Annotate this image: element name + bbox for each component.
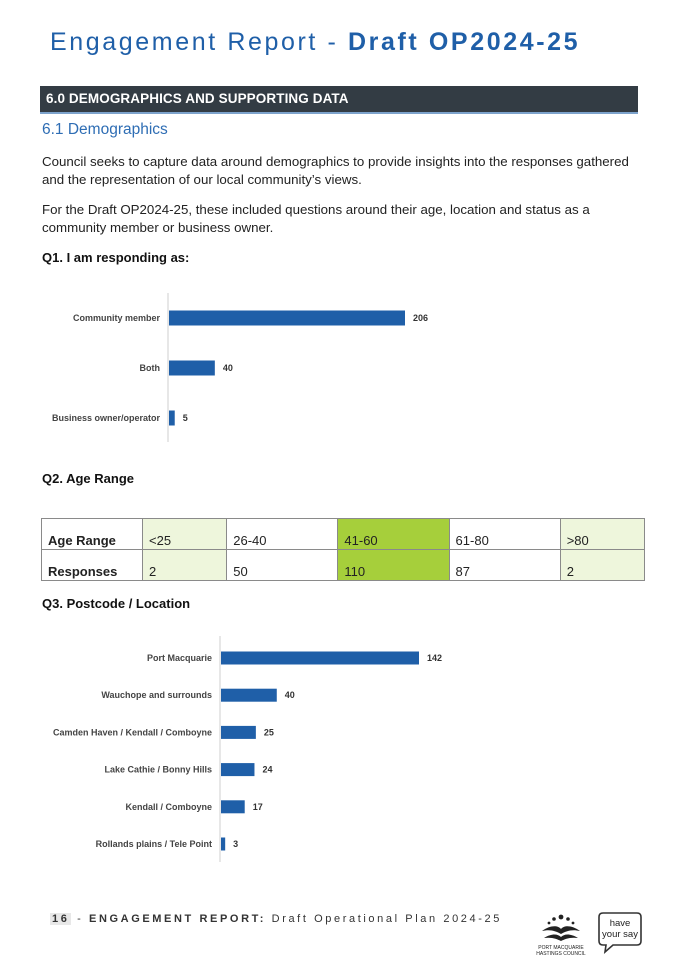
footer-report-name: Draft Operational Plan 2024-25 [266,913,502,925]
responses-cell: 87 [449,550,560,581]
responses-row [42,550,645,581]
responses-cell: 50 [227,550,338,581]
value-label: 40 [284,690,295,701]
bar [221,800,245,813]
category-label: Kendall / Comboyne [125,801,212,812]
category-label: Lake Cathie / Bonny Hills [104,764,212,775]
age-range-table [41,518,645,581]
bar [169,411,175,426]
page-title: Engagement Report - Draft OP2024-25 [50,28,581,56]
bar [221,689,277,702]
category-label: Business owner/operator [51,413,160,423]
responses-cell: 110 [338,550,449,581]
age-range-cell: <25 [143,519,227,550]
category-label: Port Macquarie [146,653,212,663]
age-range-cell: 41-60 [338,519,449,550]
q3-heading: Q3. Postcode / Location [42,596,191,611]
footer-report-label: ENGAGEMENT REPORT: [89,913,266,925]
value-label: 24 [262,764,273,775]
section-heading: 6.0 DEMOGRAPHICS AND SUPPORTING DATA [46,91,349,106]
category-label: Community member [72,313,160,323]
svg-text:HASTINGS COUNCIL: HASTINGS COUNCIL [536,951,586,957]
age-range-cell: >80 [560,519,644,550]
category-label: Wauchope and surrounds [101,690,212,701]
value-label: 206 [413,313,429,323]
category-label: Rollands plains / Tele Point [95,839,212,849]
bar [169,311,405,326]
value-label: 5 [182,413,188,423]
scope-paragraph: For the Draft OP2024-25, these included questions around their age, location and status as a community member or business owner. [42,202,590,235]
svg-text:have: have [609,918,631,929]
q3-bar-chart [0,632,685,864]
responses-label: Responses [42,550,143,581]
responses-cell: 2 [560,550,644,581]
age-range-cell: 26-40 [227,519,338,550]
bar [221,763,254,776]
value-label: 40 [222,363,233,373]
bar [221,838,225,851]
page-footer: 16 - ENGAGEMENT REPORT: Draft Operational Plan 2024-25 [52,913,502,925]
intro-paragraph: Council seeks to capture data around demographics to provide insights into the responses gathered and the representation of our local community’s views. [42,154,629,187]
have-your-say-logo [597,910,643,954]
section-heading-bar [40,86,638,114]
subsection-heading: 6.1 Demographics [42,121,168,138]
value-label: 3 [233,839,239,849]
value-label: 17 [252,801,263,812]
q2-heading: Q2. Age Range [42,471,134,486]
category-label: Camden Haven / Kendall / Comboyne [52,727,212,738]
svg-text:your say: your say [602,929,638,940]
age-range-label: Age Range [42,519,143,550]
responses-cell: 2 [143,550,227,581]
council-logo [530,908,592,958]
age-range-row [42,519,645,550]
page-number: 16 [52,913,70,925]
bar [169,361,215,376]
age-range-cell: 61-80 [449,519,560,550]
category-label: Both [139,363,160,373]
q1-bar-chart [0,285,685,445]
bar [221,726,256,739]
q1-heading: Q1. I am responding as: [42,250,190,265]
bar [221,652,419,665]
value-label: 25 [263,727,274,738]
svg-text:PORT MACQUARIE: PORT MACQUARIE [538,945,584,951]
value-label: 142 [427,653,443,663]
